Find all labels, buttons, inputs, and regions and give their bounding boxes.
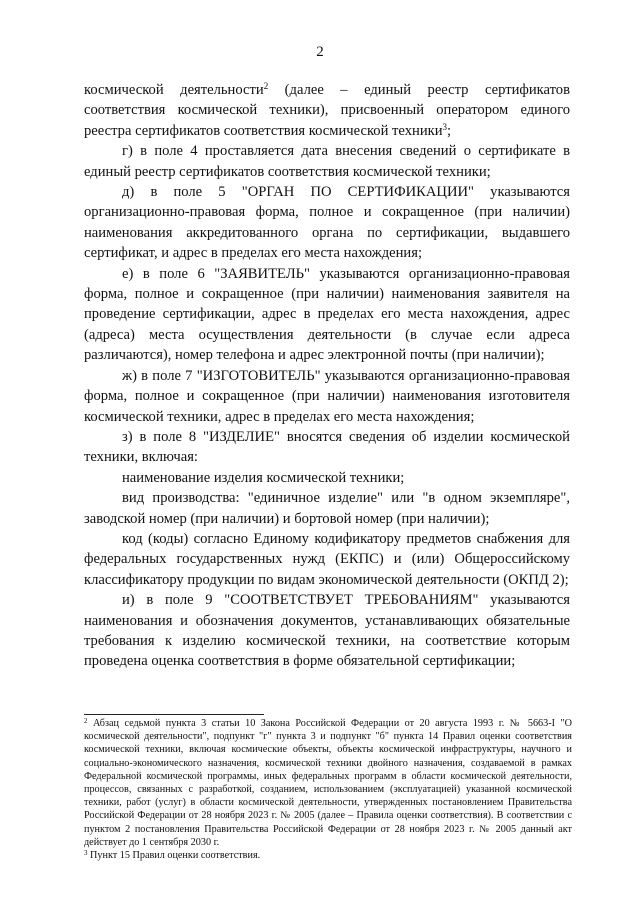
footnote-ref-3[interactable]: 3 [442,121,448,132]
paragraph-zh: ж) в поле 7 "ИЗГОТОВИТЕЛЬ" указываются организационно-правовая форма, полное и сокращенное (при наличии) наименования изготовителя космической техники, адрес в пределах его места нахождения; [84,367,570,425]
footnote-ref-2[interactable]: 2 [263,81,269,91]
footnote-2: $^2$ Абзац седьмой пункта 3 статьи 10 Закона Российской Федерации от 20 августа 1993 г. № 5663-I "О космической деятельности", подпункт "г" пункта 3 и подпункт "б" пункта 14 Правил оценки соответствия космической техники, включая космические объекты, объекты космической инфраструктуры, научного и социально-экономического назначения, космической техники двойного назначения, создаваемой в рамках Федеральной космической программы, иных федеральных программ в области космической деятельности, процессов, связанных с разработкой, созданием, использованием (эксплуатацией) указанной космической техники, работ (услуг) в области космической деятельности, утвержденных постановлением Правительства Российской Федерации от 28 ноября 2023 г. № 2005 (далее – Правила оценки соответствия). В соответствии с пунктом 2 постановления Правительства Российской Федерации от 28 ноября 2023 г. № 2005 данный акт действует до 1 сентября 2030 г. [84,717,572,848]
paragraph-d: д) в поле 5 "ОРГАН ПО СЕРТИФИКАЦИИ" указываются организационно-правовая форма, полное и сокращенное (при наличии) наименования аккредитованного органа по сертификации, выдавшего сертификат, и адрес в пределах его места нахождения; [84,184,570,262]
footnote-3: $^3$ Пункт 15 Правил оценки соответствия. [84,849,261,862]
paragraph-g: г) в поле 4 проставляется дата внесения сведений о сертификате в единый реестр сертификатов соответствия космической техники; [84,143,570,180]
footnotes [84,717,572,862]
footnote-mark-2: 2 [84,717,88,725]
footnote-separator [84,714,264,715]
paragraph-z: з) в поле 8 "ИЗДЕЛИЕ" вносятся сведения об изделии космической техники, включая: [84,428,570,466]
paragraph-i: и) в поле 9 "СООТВЕТСТВУЕТ ТРЕБОВАНИЯМ" указываются наименования и обозначения документов, устанавливающих обязательные требования к изделию космической техники, на соответствие которым проведена оценка соответствия в форме обязательной сертификации; [84,592,570,670]
paragraph-product-name: наименование изделия космической техники; [122,469,405,486]
page-number: 2 [316,44,324,60]
paragraph-e: е) в поле 6 "ЗАЯВИТЕЛЬ" указываются организационно-правовая форма, полное и сокращенное (при наличии) наименования заявителя на проведение сертификации, адрес в пределах его места нахождения, адрес (адреса) места осуществления деятельности (в случае если адреса различаются), номер телефона и адрес электронной почты (при наличии); [84,265,570,364]
footnote-mark-3: 3 [84,849,88,858]
paragraph-codes: код (коды) согласно Единому кодификатору предметов снабжения для федеральных государственных нужд (ЕКПС) и (или) Общероссийскому классификатору продукции по видам экономической деятельности (ОКПД 2); [84,530,570,588]
paragraph-continuation: космической деятельности$^2$ (далее – единый реестр сертификатов соответствия космической техники), присвоенный оператором единого реестра сертификатов соответствия космической техники$^3$; [84,81,570,139]
document-body [84,80,570,672]
paragraph-production-type: вид производства: "единичное изделие" или "в одном экземпляре", заводской номер (при наличии) и бортовой номер (при наличии); [84,490,570,527]
